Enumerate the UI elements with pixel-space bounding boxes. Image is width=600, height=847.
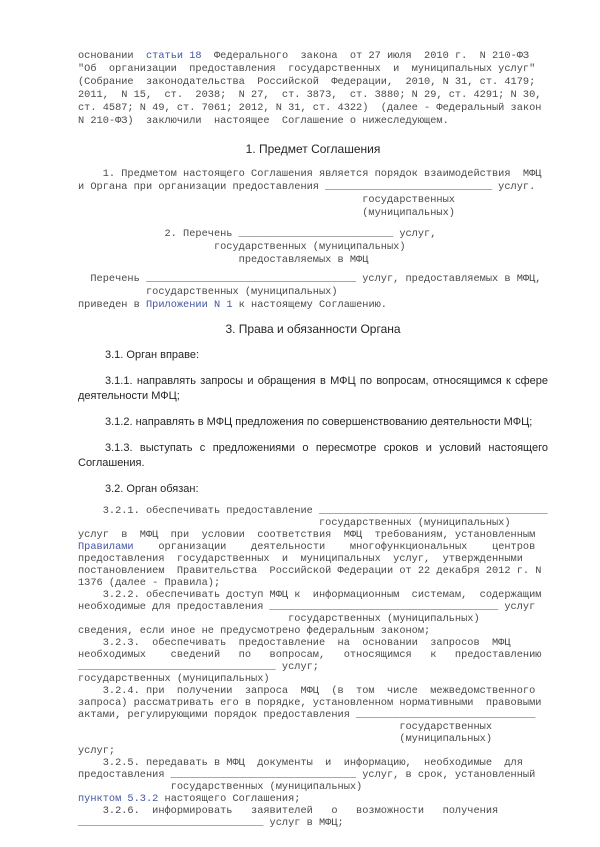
clause-3-1: 3.1. Орган вправе: [105,349,200,361]
text-segment: государственных (муниципальных) [78,241,406,253]
link-article-18[interactable]: статьи 18 [145,50,202,62]
doc-line [78,613,548,625]
doc-line [78,102,548,115]
doc-line [78,817,548,829]
text-segment: запроса) рассматривать его в порядке, установленном нормативными правовыми [78,697,542,709]
doc-line [78,50,548,63]
doc-line [78,273,548,286]
doc-line [78,577,548,589]
doc-line [78,529,548,541]
text-segment: 3.2.3. обеспечивать предоставление на основании запросов МФЦ [78,637,511,649]
doc-line [78,721,548,733]
doc-line [78,89,548,102]
doc-line [78,254,548,267]
link-annex-1[interactable]: Приложении N 1 [145,299,233,311]
doc-line [78,181,548,194]
doc-line [78,207,548,220]
doc-line [78,757,548,769]
text-segment: услуг в МФЦ при условии соответствия МФЦ требованиям, установленным [78,529,536,541]
paragraph-law-basis [78,50,548,128]
text-segment: предоставления ______________________________ услуг, в срок, установленный [78,769,536,781]
text-segment: ______________________________ услуг в МФЦ; [78,817,344,829]
doc-line [78,601,548,613]
text-segment: организации деятельности многофункциональных центров [133,541,536,553]
text-segment: N 210-ФЗ) заключили настоящее Соглашение о нижеследующем. [78,115,449,127]
doc-line [78,76,548,89]
section-1-heading: 1. Предмет Соглашения [245,142,381,156]
text-segment: и Органа при организации предоставления ___________________________ услуг. [78,181,536,193]
text-segment: 1. Предметом настоящего Соглашения является порядок взаимодействия МФЦ [78,168,542,180]
text-segment: сведения, если иное не предусмотрено федеральным законом; [78,625,431,637]
text-segment: государственных (муниципальных) [78,517,511,529]
text-segment: 3.2.1. обеспечивать предоставление _____________________________________ [78,505,548,517]
text-segment: государственных (муниципальных) [78,613,480,625]
doc-line [78,673,548,685]
doc-line [78,637,548,649]
doc-line [78,505,548,517]
text-segment: Перечень __________________________________ услуг, предоставляемых в МФЦ, [78,273,542,285]
doc-line [78,745,548,757]
doc-line [78,685,548,697]
text-segment: Федерального закона от 27 июля 2010 г. N 210-ФЗ [201,50,530,62]
text-segment: государственных (муниципальных) [78,781,363,793]
doc-line [78,63,548,76]
text-segment: 3.2.5. передавать в МФЦ документы и информацию, необходимые для [78,757,523,769]
clause-3-1-1: 3.1.1. направлять запросы и обращения в МФЦ по вопросам, относящимся к сфере деятельности МФЦ; [78,375,548,402]
doc-line [78,168,548,181]
text-segment: необходимых сведений по вопросам, относящимся к предоставлению [78,649,542,661]
doc-line [78,697,548,709]
clause-3-1-2: 3.1.2. направлять в МФЦ предложения по совершенствованию деятельности МФЦ; [105,416,533,428]
paragraph-obligations [78,505,548,829]
section-2-title-block [78,228,548,267]
doc-line [78,517,548,529]
doc-line [78,769,548,781]
text-segment: предоставления государственных и муниципальных услуг, утвержденными [78,553,523,565]
doc-line [78,541,548,553]
text-segment: государственных (муниципальных) [78,673,270,685]
text-segment: (Собрание законодательства Российской Федерации, 2010, N 31, ст. 4179; [78,76,536,88]
text-segment: ________________________________ услуг; [78,661,319,673]
text-segment: государственных [78,194,455,206]
text-segment: 2011, N 15, ст. 2038; N 27, ст. 3873, ст. 3880; N 29, ст. 4291; N 30, [78,89,542,101]
doc-line [78,194,548,207]
text-segment: постановлением Правительства Российской Федерации от 22 декабря 2012 г. N [78,565,542,577]
doc-line [78,241,548,254]
doc-line [78,565,548,577]
doc-line [78,553,548,565]
clause-3-2: 3.2. Орган обязан: [105,483,199,495]
text-segment: 2. Перечень _________________________ услуг, [78,228,437,240]
doc-line [78,805,548,817]
clause-3-1-3: 3.1.3. выступать с предложениями о пересмотре сроков и условий настоящего Соглашения. [78,442,548,469]
paragraph-services-list [78,273,548,312]
link-pravila[interactable]: Правилами [78,541,134,553]
text-segment: "Об организации предоставления государственных и муниципальных услуг" [78,63,536,75]
doc-line [78,649,548,661]
text-segment: ст. 4587; N 49, ст. 7061; 2012, N 31, ст. 4322) (далее - Федеральный закон [78,102,542,114]
text-segment: к настоящему Соглашению. [232,299,387,311]
doc-line [78,286,548,299]
text-segment: государственных [78,721,493,733]
doc-line [78,781,548,793]
text-segment: приведен в [78,299,146,311]
text-segment: 3.2.4. при получении запроса МФЦ (в том числе межведомственного [78,685,536,697]
text-segment: (муниципальных) [78,733,493,745]
doc-line [78,115,548,128]
text-segment: услуг; [78,745,116,757]
text-segment: необходимые для предоставления _____________________________________ услуг [78,601,536,613]
doc-line [78,661,548,673]
doc-line [78,589,548,601]
text-segment: актами, регулирующими порядок предоставления _____________________________ [78,709,536,721]
text-segment: (муниципальных) [78,207,455,219]
doc-line [78,793,548,805]
doc-line [78,709,548,721]
doc-line [78,625,548,637]
link-clause-5-3-2[interactable]: пунктом 5.3.2 [78,793,159,805]
text-segment: предоставляемых в МФЦ [78,254,369,266]
text-segment: 3.2.2. обеспечивать доступ МФЦ к информационным системам, содержащим [78,589,542,601]
text-segment: основании [78,50,146,62]
doc-line [78,733,548,745]
text-segment: 1376 (далее - Правила); [78,577,221,589]
paragraph-subject [78,168,548,220]
doc-line [78,228,548,241]
doc-line [78,299,548,312]
text-segment: государственных (муниципальных) [78,286,338,298]
section-3-heading: 3. Права и обязанности Органа [225,322,401,336]
text-segment: настоящего Соглашения; [158,793,301,805]
text-segment: 3.2.6. информировать заявителей о возможности получения [78,805,499,817]
